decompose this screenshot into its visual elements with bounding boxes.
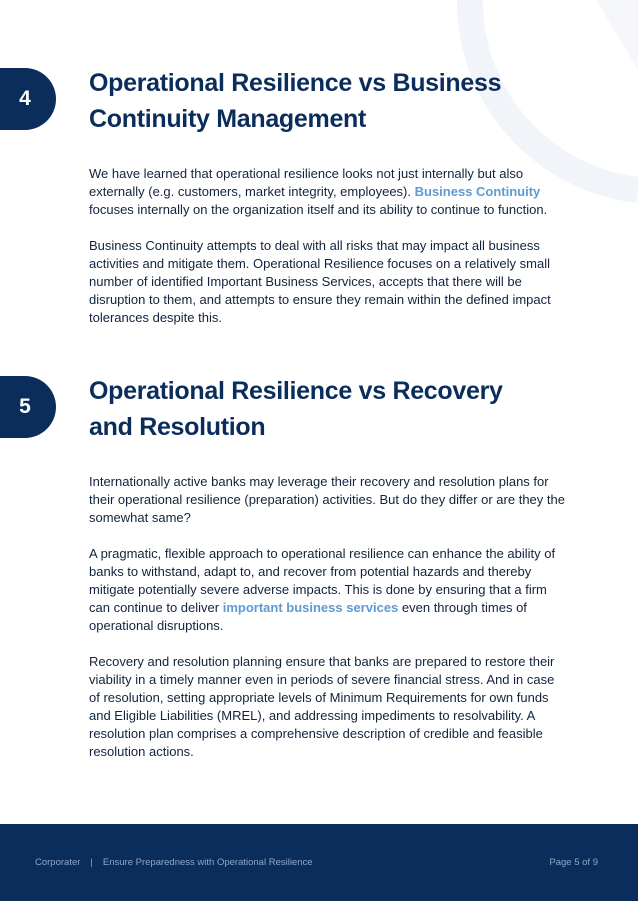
section-title: Operational Resilience vs Recovery and Resolution (89, 377, 503, 441)
page-number: Page 5 of 9 (549, 857, 598, 868)
paragraph: Internationally active banks may leverage their recovery and resolution plans for their operational resilience (preparation) activities. But do they differ or are they the somewhat same? (89, 474, 565, 525)
highlight-link[interactable]: Business Continuity (414, 184, 541, 199)
footer-brand: Corporater (35, 857, 81, 868)
footer-info (35, 857, 313, 868)
section-number-badge (0, 376, 56, 438)
paragraph: Recovery and resolution planning ensure that banks are prepared to restore their viability in a timely manner even in periods of severe financial stress. And in case of resolution, setting appropriate levels of Minimum Requirements for own funds and Eligible Liabilities (MREL), and addressing impediments to resolvability. A resolution plan comprises a comprehensive description of credible and feasible resolution actions. (89, 654, 555, 759)
highlight-link[interactable]: important business services (222, 600, 399, 615)
paragraph (89, 545, 567, 635)
paragraph (89, 165, 567, 219)
section-title: Operational Resilience vs Business Continuity Management (89, 69, 502, 133)
paragraph: Business Continuity attempts to deal with all risks that may impact all business activities and mitigate them. Operational Resilience focuses on a relatively small number of identified Important Business Services, accepts that there will be disruption to them, and attempts to ensure they remain within the defined impact tolerances despite this. (89, 238, 551, 325)
section-number: 4 (19, 87, 31, 110)
footer-doc-title: Ensure Preparedness with Operational Resilience (102, 857, 313, 868)
paragraph-text: even through times of operational disruptions. (89, 600, 527, 633)
page-footer (0, 824, 638, 901)
section-number: 5 (19, 395, 31, 418)
paragraph-text: focuses internally on the organization itself and its ability to continue to function. (89, 202, 548, 217)
footer-separator: | (90, 857, 93, 868)
paragraph-text: A pragmatic, flexible approach to operational resilience can enhance the ability of banks to withstand, adapt to, and recover from potential hazards and thereby mitigate potentially severe adverse impacts. This is done by ensuring that a firm can continue to deliver (89, 546, 556, 615)
section-number-badge (0, 68, 56, 130)
paragraph-text: We have learned that operational resilience looks not just internally but also externally (e.g. customers, market integrity, employees). (89, 166, 524, 199)
